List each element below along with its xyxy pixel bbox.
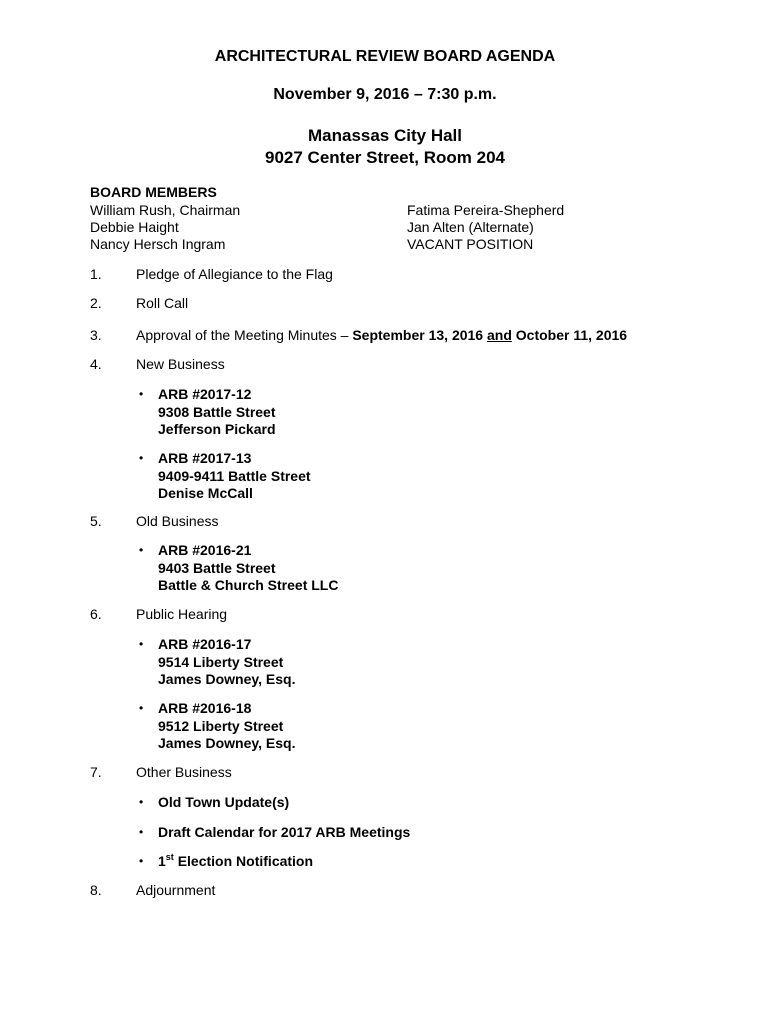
other-business-entry: Old Town Update(s) bbox=[158, 794, 290, 810]
minutes-date-2: October 11, 2016 bbox=[515, 327, 628, 343]
item-public-hearing-label: Public Hearing bbox=[136, 606, 228, 622]
item-minutes-approval bbox=[136, 327, 627, 344]
minutes-label: Approval of the Meeting Minutes – bbox=[136, 327, 353, 343]
item-pledge-label: Pledge of Allegiance to the Flag bbox=[136, 266, 333, 282]
election-number: 1 bbox=[158, 853, 166, 869]
case-applicant: Battle & Church Street LLC bbox=[158, 577, 339, 593]
minutes-and: and bbox=[486, 327, 512, 343]
case-number: ARB #2016-17 bbox=[158, 636, 252, 652]
bullet-icon: • bbox=[139, 543, 144, 557]
item-number: 1. bbox=[90, 266, 102, 282]
case-entry bbox=[158, 542, 338, 595]
board-member: VACANT POSITION bbox=[407, 236, 534, 252]
case-number: ARB #2017-12 bbox=[158, 386, 252, 402]
case-number: ARB #2016-21 bbox=[158, 542, 252, 558]
case-address: 9512 Liberty Street bbox=[158, 717, 284, 734]
election-notification bbox=[158, 853, 313, 870]
minutes-date-1: September 13, 2016 bbox=[352, 327, 484, 343]
item-number: 2. bbox=[90, 295, 102, 311]
item-number: 5. bbox=[90, 513, 102, 529]
item-number: 4. bbox=[90, 356, 102, 372]
board-member: Fatima Pereira-Shepherd bbox=[407, 202, 565, 218]
election-text: Election Notification bbox=[173, 853, 314, 869]
location-address: 9027 Center Street, Room 204 bbox=[265, 148, 505, 167]
board-member: William Rush, Chairman bbox=[90, 202, 241, 218]
case-applicant: James Downey, Esq. bbox=[158, 735, 296, 751]
board-members-heading: BOARD MEMBERS bbox=[90, 184, 217, 200]
item-number: 6. bbox=[90, 606, 102, 622]
item-other-business-label: Other Business bbox=[136, 764, 232, 780]
other-business-entry: Draft Calendar for 2017 ARB Meetings bbox=[158, 824, 411, 840]
bullet-icon: • bbox=[139, 387, 144, 401]
agenda-title: ARCHITECTURAL REVIEW BOARD AGENDA bbox=[214, 48, 556, 65]
case-address: 9403 Battle Street bbox=[158, 559, 276, 576]
item-old-business-label: Old Business bbox=[136, 513, 219, 529]
item-roll-call-label: Roll Call bbox=[136, 295, 189, 311]
location-name: Manassas City Hall bbox=[307, 126, 462, 145]
item-number: 7. bbox=[90, 764, 102, 780]
case-address: 9514 Liberty Street bbox=[158, 653, 284, 670]
bullet-icon: • bbox=[139, 701, 144, 715]
item-number: 3. bbox=[90, 327, 102, 343]
bullet-icon: • bbox=[139, 825, 144, 839]
item-new-business-label: New Business bbox=[136, 356, 225, 372]
case-address: 9308 Battle Street bbox=[158, 403, 276, 420]
case-address: 9409-9411 Battle Street bbox=[158, 467, 311, 484]
bullet-icon: • bbox=[139, 854, 144, 868]
bullet-icon: • bbox=[139, 451, 144, 465]
meeting-datetime: November 9, 2016 – 7:30 p.m. bbox=[273, 86, 497, 103]
board-member: Debbie Haight bbox=[90, 219, 179, 235]
bullet-icon: • bbox=[139, 637, 144, 651]
case-entry bbox=[158, 450, 311, 503]
case-entry bbox=[158, 700, 295, 753]
case-applicant: James Downey, Esq. bbox=[158, 671, 296, 687]
case-number: ARB #2017-13 bbox=[158, 450, 252, 466]
case-number: ARB #2016-18 bbox=[158, 700, 252, 716]
board-member: Jan Alten (Alternate) bbox=[407, 219, 534, 235]
board-member: Nancy Hersch Ingram bbox=[90, 236, 226, 252]
ordinal-suffix: st bbox=[165, 852, 174, 862]
case-entry bbox=[158, 636, 295, 689]
bullet-icon: • bbox=[139, 795, 144, 809]
item-adjournment-label: Adjournment bbox=[136, 882, 216, 898]
case-applicant: Jefferson Pickard bbox=[158, 421, 276, 437]
item-number: 8. bbox=[90, 882, 102, 898]
case-applicant: Denise McCall bbox=[158, 485, 253, 501]
case-entry bbox=[158, 386, 276, 439]
